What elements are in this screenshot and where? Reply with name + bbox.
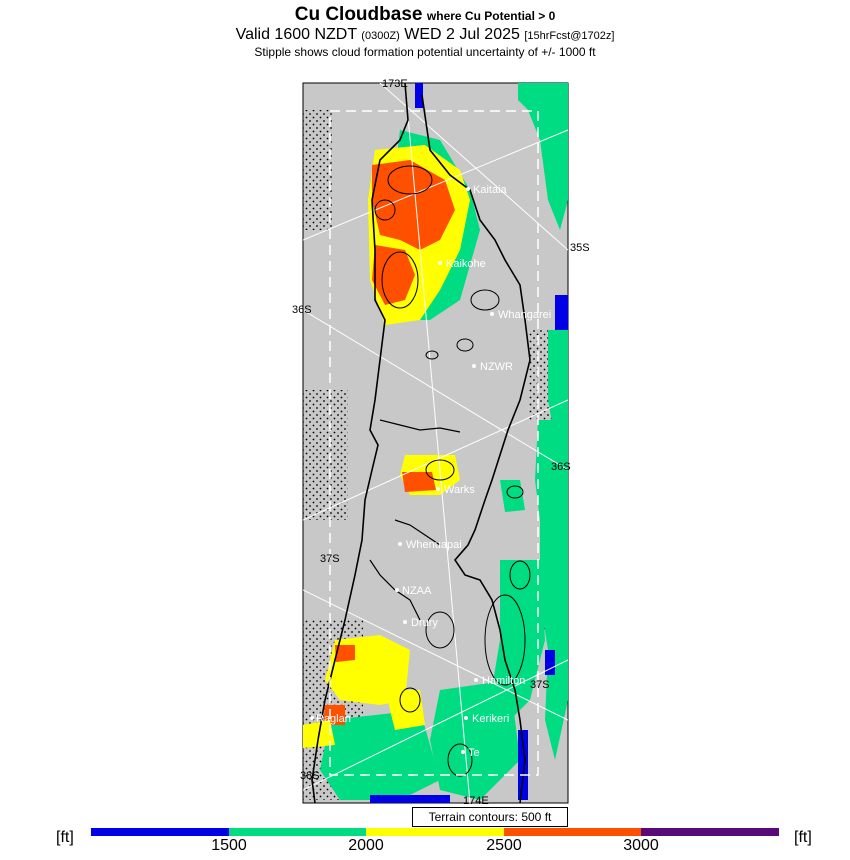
place-label-hamilton: Hamilton (482, 675, 526, 687)
stipple-note: Stipple shows cloud formation potential uncertainty of +/- 1000 ft (254, 45, 596, 59)
cloudbase-blue (370, 795, 450, 803)
place-label-kaikohe: Kaikohe (446, 258, 486, 270)
colorbar-segment-green (229, 828, 367, 836)
colorbar-tick-2500: 2500 (486, 837, 522, 854)
valid-utc: (0300Z) (361, 30, 400, 42)
forecast-info: [15hrFcst@1702z] (524, 30, 615, 42)
place-dot (398, 542, 402, 546)
lat-label-35s-right: 35S (570, 242, 590, 254)
place-label-whenuapai: Whenuapai (406, 539, 462, 551)
colorbar-tick-3000: 3000 (623, 837, 659, 854)
colorbar (91, 828, 779, 836)
colorbar-unit-right: [ft] (794, 829, 812, 846)
place-label-te: Te (468, 747, 480, 759)
colorbar-tick-2000: 2000 (348, 837, 384, 854)
cloudbase-orange (402, 472, 436, 492)
place-dot (395, 588, 399, 592)
valid-main: Valid 1600 NZDT (235, 26, 357, 43)
place-dot (310, 716, 314, 720)
cloudbase-blue (555, 295, 568, 330)
cloudbase-blue (545, 650, 555, 675)
place-label-kaitaia: Kaitaia (473, 184, 507, 196)
lat-label-38s-left: 38S (300, 770, 320, 782)
place-dot (436, 487, 440, 491)
lat-label-36s-left: 36S (292, 304, 312, 316)
colorbar-segment-yellow (366, 828, 504, 836)
terrain-contour-note: Terrain contours: 500 ft (412, 807, 568, 827)
place-label-nzaa: NZAA (402, 585, 432, 597)
colorbar-segment-blue (91, 828, 229, 836)
place-dot (466, 187, 470, 191)
place-dot (474, 678, 478, 682)
colorbar-tick-1500: 1500 (211, 837, 247, 854)
lat-label-37s-right: 37S (530, 679, 550, 691)
colorbar-segment-orange (504, 828, 642, 836)
lat-label-37s-left: 37S (320, 553, 340, 565)
place-dot (403, 620, 407, 624)
place-label-drury: Drury (411, 617, 438, 629)
place-dot (461, 750, 465, 754)
title-sub: where Cu Potential > 0 (426, 9, 556, 23)
colorbar-segment-purple (641, 828, 779, 836)
colorbar-unit-left: [ft] (56, 829, 74, 846)
title-main: Cu Cloudbase (294, 4, 423, 25)
valid-date: WED 2 Jul 2025 (404, 26, 520, 43)
place-label-raglan: Raglan (316, 713, 351, 725)
lon-label-173e: 173E (382, 78, 408, 90)
place-label-kerikeri: Kerikeri (472, 713, 510, 725)
place-dot (490, 312, 494, 316)
lat-label-36s-right: 36S (551, 461, 571, 473)
place-label-warks: Warks (444, 484, 475, 496)
place-dot (438, 261, 442, 265)
stipple-area (303, 390, 348, 520)
place-dot (464, 716, 468, 720)
stipple-area (303, 110, 333, 230)
lon-label-174e: 174E (463, 795, 489, 807)
place-label-nzwr: NZWR (480, 361, 513, 373)
place-label-whangarei: Whangarei (498, 309, 552, 321)
place-dot (472, 364, 476, 368)
